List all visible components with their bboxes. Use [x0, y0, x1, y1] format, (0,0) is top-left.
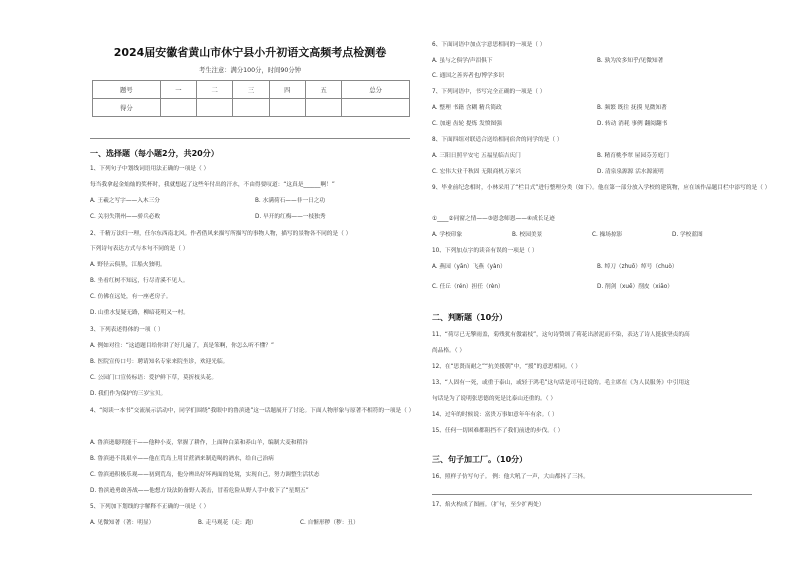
q4-option-b: B. 鲁滨逊不畏艰辛——他在荒岛上用甘蔗酒来制造喝的酒水，给自己治病	[90, 456, 274, 462]
question-6: 6、下面词语中加点字意思相同的一项是（ ）	[432, 42, 546, 48]
question-13-cont: 句话是为了说明张思德的死是比泰山还重的。（ ）	[432, 396, 557, 402]
question-4: 4、“阅读一本书”交流展示活动中，同学们围绕“我眼中的鲁滨逊”这一话题展开了讨论。下面人物形象与原著不相符的一项是（ ）	[90, 408, 415, 414]
q3-option-a: A. 例如对往：“这道题目给你讲了好几遍了，真是笨啊，你怎么听不懂？”	[90, 343, 274, 349]
q2-option-c: C. 仿佛在远处，有一座老房子。	[90, 294, 172, 300]
score-header-cell: 三	[233, 81, 269, 99]
question-17: 17、焰火构成了图画。（扩句，至少扩两处）	[432, 502, 545, 508]
q1-option-b: B. 水满荷石——非一日之功	[255, 198, 326, 204]
question-16: 16、照样子仿写句子。 例：他大吼了一声，大山都抖了三抖。	[432, 474, 589, 480]
q10-option-d: D. 削剑（xuē）削皮（xiāo）	[597, 284, 673, 290]
q7-option-d: D. 转动 消耗 事例 翻阅翻书	[597, 121, 668, 127]
score-cell[interactable]	[269, 99, 305, 117]
q7-option-a: A. 整理 书籍 含糊 精兵简政	[432, 105, 502, 111]
q4-option-c: C. 鲁滨逊积极乐观——初到荒岛，他分辨出好坏两面的处境，实现自己，努力调整生活状态	[90, 472, 320, 478]
question-8: 8、下面四组对联适合送给相同宿舍的同学的是（ ）	[432, 137, 563, 143]
score-cell[interactable]	[160, 99, 196, 117]
q10-option-a: A. 燕园（yān）飞燕（yàn）	[432, 264, 506, 270]
q1-option-c: C. 关羽失荆州——骄兵必败	[90, 214, 161, 220]
q2-option-d: D. 山重水复疑无路，柳暗花明又一村。	[90, 310, 189, 316]
score-row-label: 得分	[93, 99, 161, 117]
score-cell[interactable]	[342, 99, 410, 117]
question-1: 1、下列句子中划线词语用法正确的一项是（ ）	[90, 166, 210, 172]
q9-option-b: B. 校园美景	[512, 232, 543, 238]
score-table-header-row	[93, 81, 410, 99]
q10-option-b: B. 绰刀（zhuō）绰号（chuò）	[597, 264, 678, 270]
score-header-cell: 二	[197, 81, 233, 99]
score-cell[interactable]	[197, 99, 233, 117]
score-header-cell: 四	[269, 81, 305, 99]
answer-line[interactable]	[432, 494, 752, 495]
q2-option-b: B. 坐看红树不知远，行尽青溪不见人。	[90, 278, 189, 284]
score-cell[interactable]	[233, 99, 269, 117]
question-1-stem: 每当我拿起金灿灿的奖杯时，我就想起了这些年付出的汗水，不由得要叹道：“这真是______啊！”	[90, 182, 335, 188]
question-9-stem: ①____②同窗之情——③恩念师恩——④成长足迹	[432, 216, 555, 222]
question-13: 13、“人固有一死，或重于泰山，或轻于鸿毛”这句话是司马迁说的。毛主席在《为人民服务》中引用这	[432, 380, 690, 386]
question-5: 5、下列加下划线的字解释不正确的一项是（ ）	[90, 504, 210, 510]
question-10: 10、下列加点字的读音有误的一项是（ ）	[432, 248, 538, 254]
q4-option-a: A. 鲁滨逊聪明能干——他种小麦，掌握了耕作，上面种白菜和养山羊，编制大麦和稻谷	[90, 440, 308, 446]
question-2-stem: 下列诗句表达方式与本句不同的是（ ）	[90, 246, 189, 252]
q3-option-c: C. 公园门口宣传标语：爱护鲜下草，莫折枝头花。	[90, 375, 218, 381]
exam-title: 2024届安徽省黄山市休宁县小升初语文高频考点检测卷	[113, 46, 387, 59]
question-15: 15、任何一切困难都阻挡不了我们前进的步伐。（ ）	[432, 428, 564, 434]
q1-option-a: A. 王羲之写字——入木三分	[90, 198, 160, 204]
q9-option-a: A. 学校印象	[432, 232, 463, 238]
question-9: 9、毕业前纪念相时，小林采用了“栏目式”进行整理分类（如下）。他在第一部分放入学校的建筑物，应在该作品题目栏中添写的是（ ）	[432, 185, 771, 191]
score-cell[interactable]	[305, 99, 341, 117]
exam-notice: 考生注意：满分100分，时间90分钟	[199, 67, 301, 74]
q9-option-c: C. 操场掠影	[592, 232, 623, 238]
question-14: 14、过年的时候说：富贵万事如意年年有余。（ ）	[432, 412, 558, 418]
q5-option-c: C. 自惭形秽（秽：丑）	[300, 520, 359, 526]
q4-option-d: D. 鲁滨逊勇敢善战——他想方设法防备野人袭击，冒着危险从野人手中救下了“星期五”	[90, 488, 309, 494]
q6-option-b: B. 孰为汝多知乎/见微知著	[597, 58, 664, 64]
q7-option-c: C. 加速 齿轮 提炼 发愤图强	[432, 121, 502, 127]
section-heading-judgement: 二、判断题（10分）	[432, 313, 508, 322]
q3-option-d: D. 我们作为保护的三岁宝贝。	[90, 391, 167, 397]
q8-option-b: B. 精育桃李翠 屋园芬芳庭门	[597, 153, 669, 159]
section-heading-choice: 一、选择题（每小题2分，共20分）	[90, 149, 219, 158]
score-table-score-row	[93, 99, 410, 117]
q5-option-a: A. 见微知著（著：明显）	[90, 520, 155, 526]
question-3: 3、下列表述得体的一项（ ）	[90, 327, 164, 333]
q2-option-a: A. 野径云俱黑，江船火独明。	[90, 262, 166, 268]
q9-option-d: D. 学校蓝图	[672, 232, 703, 238]
score-header-cell: 五	[305, 81, 341, 99]
score-header-cell: 总分	[342, 81, 410, 99]
q8-option-d: D. 清泉泉源源 活水源流明	[597, 169, 664, 175]
q10-option-c: C. 任丘（rén）担任（rèn）	[432, 284, 504, 290]
question-2: 2、千精万法归一理，任尔东西南北风。作者借风来描写所描写的事物人物，描写的景物各不同的是（ ）	[90, 231, 352, 237]
q7-option-b: B. 频繁 既往 抚摸 见微知著	[597, 105, 667, 111]
q1-option-d: D. 早开的红梅——一枝独秀	[255, 214, 326, 220]
score-header-cell: 题号	[93, 81, 161, 99]
score-table	[92, 80, 410, 117]
q3-option-b: B. 医院宣传口号：聘请知名专家来院坐诊，欢迎光临。	[90, 359, 229, 365]
section-divider	[90, 138, 410, 139]
score-header-cell: 一	[160, 81, 196, 99]
question-7: 7、下列词语中，书写完全正确的一项是（ ）	[432, 89, 546, 95]
q6-option-a: A. 虽与之俱学/声泪俱下	[432, 58, 493, 64]
q6-option-c: C. 通国之善弈者也/博学多识	[432, 73, 505, 79]
question-12: 12、在“思贤而耐之”“抗美援朝”中，“援”的意思相同。（ ）	[432, 364, 581, 370]
q8-option-c: C. 宏伟大业千秋固 无限商机万家兴	[432, 169, 522, 175]
question-11: 11、“荷尽已无擎雨盖，菊残犹有傲霜枝”，这句诗赞颂了荷花出淤泥而不染，表达了诗人挺拔坚贞的高	[432, 332, 690, 338]
q5-option-b: B. 走马观花（走：跑）	[198, 520, 257, 526]
q8-option-a: A. 三阳日照平安宅 五福星临吉庆门	[432, 153, 521, 159]
section-heading-sentences: 三、句子加工厂。（10分）	[432, 455, 528, 464]
question-11-cont: 尚品格。（ ）	[432, 348, 466, 354]
